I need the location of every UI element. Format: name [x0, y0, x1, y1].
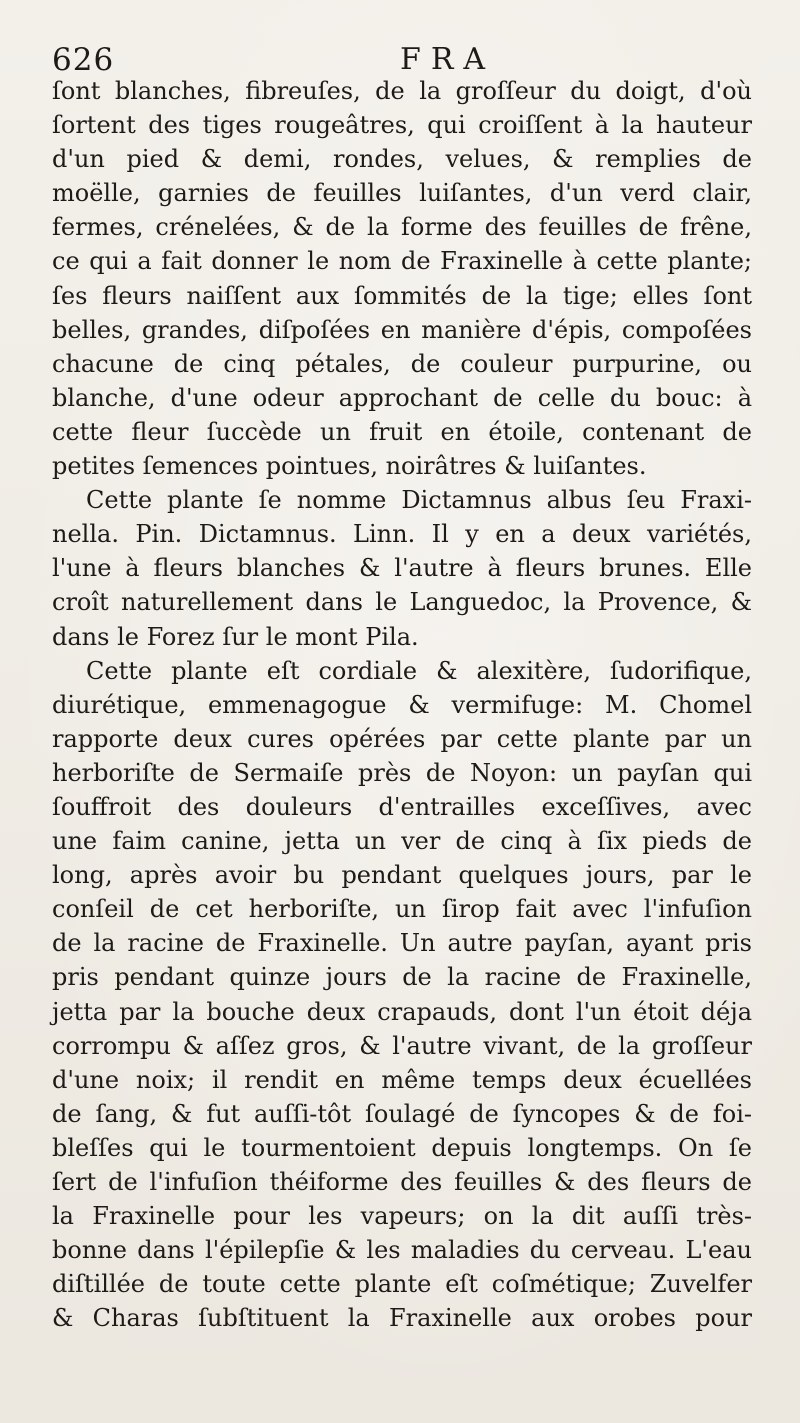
- text-line: ſouffroit des douleurs d'entrailles exceſſives, avec: [52, 792, 752, 821]
- text-line: de la racine de Fraxinelle. Un autre payſan, ayant pris: [52, 929, 752, 958]
- text-line: d'un pied & demi, rondes, velues, & remplies de: [52, 145, 752, 174]
- text-line: ſont blanches, fibreuſes, de la groſſeur du doigt, d'où: [52, 77, 752, 105]
- text-line: d'une noix; il rendit en même temps deux écuellées: [52, 1065, 752, 1094]
- page-number: 626: [52, 42, 115, 78]
- text-line: long, après avoir bu pendant quelques jours, par le: [52, 861, 752, 890]
- body-text: [52, 74, 752, 1335]
- text-line: cette fleur ſuccède un fruit en étoile, contenant de: [52, 417, 752, 446]
- text-line: chacune de cinq pétales, de couleur purpurine, ou: [52, 349, 752, 378]
- text-line: ce qui a fait donner le nom de Fraxinelle à cette plante;: [52, 247, 752, 276]
- text-line: de ſang, & fut auſſi-tôt ſoulagé de ſyncopes & de foi-: [52, 1099, 752, 1128]
- text-line: dans le Forez ſur le mont Pila.: [52, 622, 419, 651]
- text-line: nella. Pin. Dictamnus. Linn. Il y en a deux variétés,: [52, 520, 752, 549]
- text-line: la Fraxinelle pour les vapeurs; on la dit auſſi très-: [52, 1202, 752, 1231]
- text-line: une faim canine, jetta un ver de cinq à ſix pieds de: [52, 827, 752, 856]
- text-line: ſortent des tiges rougeâtres, qui croiſſent à la hauteur: [52, 111, 752, 140]
- text-line: fermes, crénelées, & de la forme des feuilles de frêne,: [52, 213, 752, 242]
- text-line: ſert de l'infuſion théiforme des feuilles & des fleurs de: [52, 1168, 752, 1196]
- text-line: ſes fleurs naiſſent aux ſommités de la tige; elles ſont: [52, 281, 752, 310]
- text-line: petites ſemences pointues, noirâtres & luiſantes.: [52, 452, 647, 481]
- text-line: croît naturellement dans le Languedoc, la Provence, &: [52, 588, 752, 617]
- text-line: blanche, d'une odeur approchant de celle du bouc: à: [52, 383, 752, 412]
- text-line: pris pendant quinze jours de la racine de Fraxinelle,: [52, 963, 752, 992]
- text-line: jetta par la bouche deux crapauds, dont l'un étoit déja: [52, 997, 752, 1026]
- text-line: bleſſes qui le tourmentoient depuis longtemps. On ſe: [52, 1133, 752, 1162]
- text-line: diurétique, emmenagogue & vermifuge: M. Chomel: [52, 690, 752, 719]
- text-line: l'une à fleurs blanches & l'autre à fleurs brunes. Elle: [52, 554, 752, 583]
- paragraph-start-line: Cette plante ſe nomme Dictamnus albus ſeu Fraxi-: [86, 486, 752, 515]
- text-line: corrompu & aſſez gros, & l'autre vivant, de la groſſeur: [52, 1031, 752, 1060]
- text-line: herboriſte de Sermaiſe près de Noyon: un payſan qui: [52, 758, 752, 787]
- text-line: & Charas ſubſtituent la Fraxinelle aux orobes pour: [52, 1304, 752, 1333]
- text-line: moëlle, garnies de feuilles luiſantes, d'un verd clair,: [52, 179, 752, 208]
- text-line: bonne dans l'épilepſie & les maladies du cerveau. L'eau: [52, 1236, 752, 1265]
- running-head: FRA: [400, 42, 496, 77]
- text-line: conſeil de cet herboriſte, un ſirop fait avec l'infuſion: [52, 895, 752, 924]
- text-line: belles, grandes, diſpoſées en manière d'épis, compoſées: [52, 315, 752, 344]
- paragraph-start-line: Cette plante eſt cordiale & alexitère, ſudorifique,: [86, 656, 752, 685]
- text-line: diſtillée de toute cette plante eſt coſmétique; Zuvelfer: [52, 1270, 752, 1299]
- text-line: rapporte deux cures opérées par cette plante par un: [52, 724, 752, 753]
